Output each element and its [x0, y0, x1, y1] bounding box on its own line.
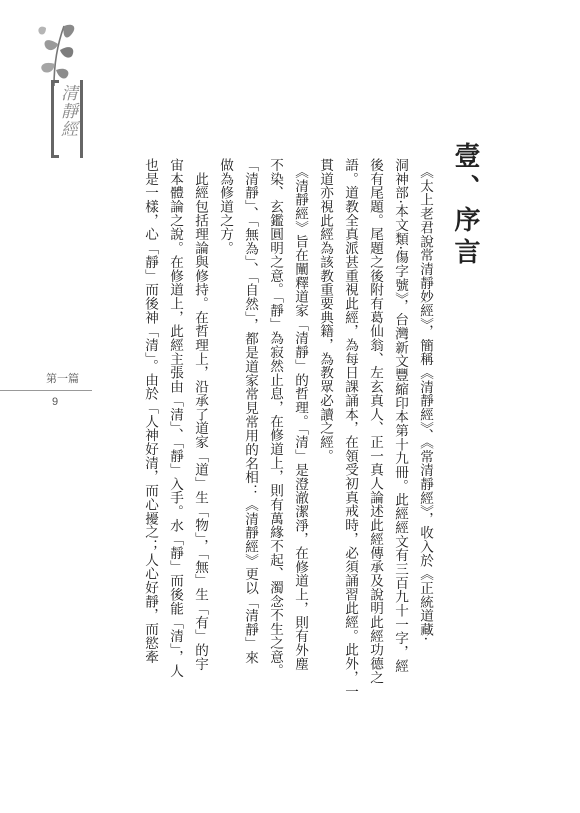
text-column: 「清靜」、「無為」、「自然」，都是道家常見常用的名相：《清靜經》更以「清靜」來: [242, 158, 258, 665]
text-column: 做為修道之方。: [217, 158, 233, 255]
text-column: 此經包括理論與修持。在哲理上，沿承了道家「道」生「物」，「無」生「有」的宇: [192, 158, 208, 671]
page-number: 9: [52, 396, 59, 408]
text-column: 語。道教全真派甚重視此經，為每日課誦本，在領受初真戒時，必須誦習此經。此外，一: [342, 158, 358, 699]
leaf-sprig-icon: [24, 18, 80, 88]
text-column: 洞神部·本文類·傷字號》，台灣新文豐縮印本第十九冊。此經經文有三百九十一字，經: [392, 158, 408, 673]
text-column: 也是一樣，心「靜」而後神「清」。由於「人神好清，而心擾之；人心好靜，而慾牽: [142, 158, 158, 664]
folio-divider: [0, 390, 92, 391]
text-column: 後有尾題。尾題之後附有葛仙翁、左玄真人、正一真人論述此經傳承及說明此經功德之: [367, 158, 383, 685]
section-heading: 壹、序言: [450, 142, 480, 270]
book-title-emblem: [24, 18, 80, 148]
book-title-frame: [51, 80, 83, 158]
text-column: 宙本體論之說。在修道上，此經主張由「清」、「靜」入手。水「靜」而後能「清」，人: [167, 158, 183, 678]
text-column: 《清靜經》旨在闡釋道家「清靜」的哲理。「清」是澄澈潔淨，在修道上，則有外塵: [292, 158, 308, 671]
text-column: 不染、玄鑑圓明之意。「靜」為寂然止息，在修道上，則有萬緣不起、濁念不生之意。: [267, 158, 283, 678]
text-column: 《太上老君說常清靜妙經》，簡稱《清靜經》、《常清靜經》，收入於《正統道藏·: [417, 158, 433, 642]
text-column: 貫道亦視此經為該教重要典籍，為教眾必讀之經。: [317, 158, 333, 463]
part-label: 第一篇: [46, 373, 79, 385]
book-title: 清靜經: [57, 84, 77, 138]
